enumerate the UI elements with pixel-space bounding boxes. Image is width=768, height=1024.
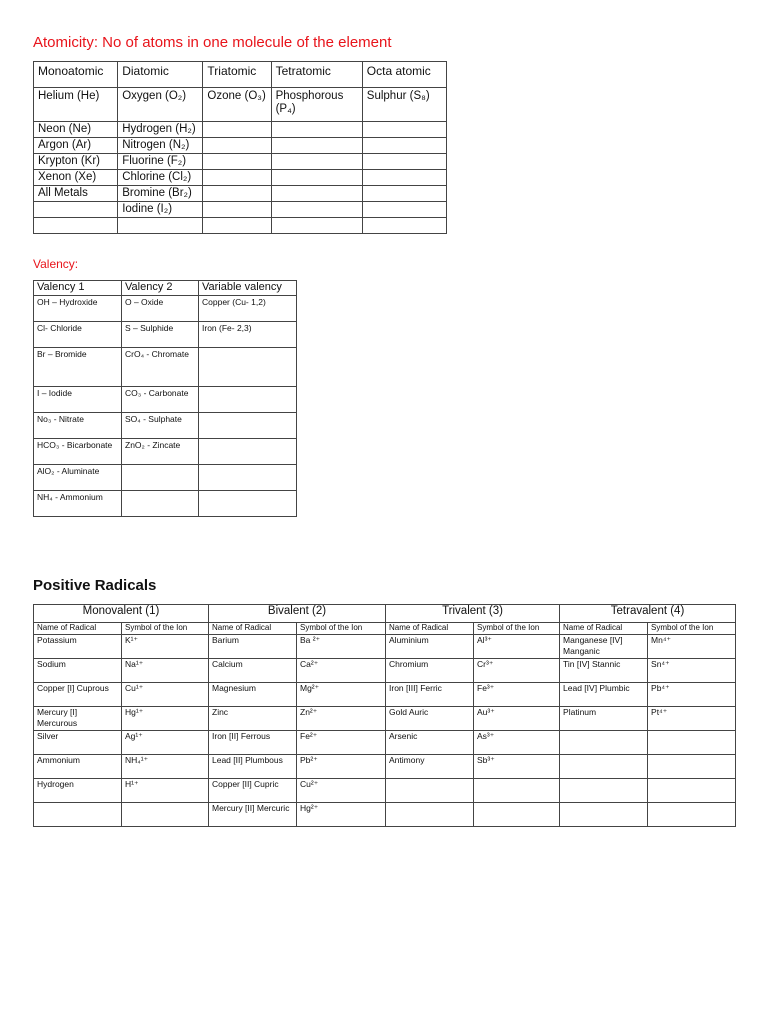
ion-symbol-cell: Cu¹⁺ <box>122 683 209 707</box>
radical-name-cell: Iron [III] Ferric <box>386 683 474 707</box>
table-cell <box>362 138 446 154</box>
group-tetravalent: Tetravalent (4) <box>560 605 736 623</box>
valency-title: Valency: <box>33 257 79 271</box>
subheader-name: Name of Radical <box>34 623 122 635</box>
table-cell: AlO₂ - Aluminate <box>34 465 122 491</box>
radical-name-cell: Lead [II] Plumbous <box>209 755 297 779</box>
ion-symbol-cell: Pb⁴⁺ <box>648 683 736 707</box>
table-cell <box>203 186 271 202</box>
table-cell <box>118 218 203 234</box>
table-row <box>34 138 447 154</box>
table-cell: CrO₄ - Chromate <box>122 348 199 387</box>
table-row <box>34 322 297 348</box>
table-cell <box>203 218 271 234</box>
table-cell: I – Iodide <box>34 387 122 413</box>
table-cell: Helium (He) <box>34 88 118 122</box>
radical-name-cell: Calcium <box>209 659 297 683</box>
table-cell: Phosphorous (P₄) <box>271 88 362 122</box>
valency-table <box>33 280 297 517</box>
ion-symbol-cell: NH₄¹⁺ <box>122 755 209 779</box>
ion-symbol-cell <box>648 731 736 755</box>
table-cell: SO₄ - Sulphate <box>122 413 199 439</box>
atomicity-header-row <box>34 62 447 88</box>
subheader-symbol: Symbol of the Ion <box>474 623 560 635</box>
table-cell: S – Sulphide <box>122 322 199 348</box>
table-cell <box>199 348 297 387</box>
table-cell <box>271 170 362 186</box>
subheader-symbol: Symbol of the Ion <box>297 623 386 635</box>
header-variable-valency: Variable valency <box>199 281 297 296</box>
radical-name-cell: Gold Auric <box>386 707 474 731</box>
table-cell: NH₄ - Ammonium <box>34 491 122 517</box>
table-cell: Oxygen (O₂) <box>118 88 203 122</box>
ion-symbol-cell: Au³⁺ <box>474 707 560 731</box>
table-row <box>34 755 736 779</box>
ion-symbol-cell: Sn⁴⁺ <box>648 659 736 683</box>
table-cell <box>203 170 271 186</box>
table-cell: Iodine (I₂) <box>118 202 203 218</box>
header-tetratomic: Tetratomic <box>271 62 362 88</box>
table-cell: Hydrogen (H₂) <box>118 122 203 138</box>
ion-symbol-cell: Hg²⁺ <box>297 803 386 827</box>
header-diatomic: Diatomic <box>118 62 203 88</box>
header-octa-atomic: Octa atomic <box>362 62 446 88</box>
table-row <box>34 635 736 659</box>
table-cell <box>271 122 362 138</box>
ion-symbol-cell: Al³⁺ <box>474 635 560 659</box>
radical-name-cell: Tin [IV] Stannic <box>560 659 648 683</box>
ion-symbol-cell: Mg²⁺ <box>297 683 386 707</box>
table-cell <box>362 154 446 170</box>
radical-name-cell: Lead [IV] Plumbic <box>560 683 648 707</box>
ion-symbol-cell: Cr³⁺ <box>474 659 560 683</box>
radical-name-cell: Hydrogen <box>34 779 122 803</box>
table-row <box>34 348 297 387</box>
radical-name-cell: Silver <box>34 731 122 755</box>
radical-name-cell: Potassium <box>34 635 122 659</box>
ion-symbol-cell: Cu²⁺ <box>297 779 386 803</box>
radical-name-cell: Manganese [IV] Manganic <box>560 635 648 659</box>
table-row <box>34 413 297 439</box>
table-cell <box>122 465 199 491</box>
table-cell <box>362 186 446 202</box>
table-row <box>34 779 736 803</box>
ion-symbol-cell <box>474 779 560 803</box>
header-valency-2: Valency 2 <box>122 281 199 296</box>
header-triatomic: Triatomic <box>203 62 271 88</box>
table-cell <box>203 122 271 138</box>
atomicity-table <box>33 61 447 234</box>
table-cell: HCO₃ - Bicarbonate <box>34 439 122 465</box>
ion-symbol-cell: Sb³⁺ <box>474 755 560 779</box>
ion-symbol-cell: As³⁺ <box>474 731 560 755</box>
table-cell: No₃ - Nitrate <box>34 413 122 439</box>
table-row <box>34 387 297 413</box>
table-row <box>34 803 736 827</box>
radical-name-cell <box>560 731 648 755</box>
table-row <box>34 465 297 491</box>
table-cell <box>271 138 362 154</box>
ion-symbol-cell: K¹⁺ <box>122 635 209 659</box>
radical-name-cell: Arsenic <box>386 731 474 755</box>
subheader-symbol: Symbol of the Ion <box>648 623 736 635</box>
ion-symbol-cell: Pt⁴⁺ <box>648 707 736 731</box>
radical-name-cell <box>386 779 474 803</box>
radical-name-cell <box>560 755 648 779</box>
positive-radicals-title: Positive Radicals <box>33 577 157 594</box>
table-cell <box>203 138 271 154</box>
table-cell: Fluorine (F₂) <box>118 154 203 170</box>
table-row <box>34 88 447 122</box>
table-row <box>34 154 447 170</box>
subheader-name: Name of Radical <box>386 623 474 635</box>
radical-name-cell: Barium <box>209 635 297 659</box>
ion-symbol-cell <box>122 803 209 827</box>
radical-name-cell: Chromium <box>386 659 474 683</box>
valency-header-row <box>34 281 297 296</box>
table-cell <box>271 186 362 202</box>
subheader-name: Name of Radical <box>560 623 648 635</box>
header-valency-1: Valency 1 <box>34 281 122 296</box>
table-row <box>34 439 297 465</box>
radical-name-cell: Copper [I] Cuprous <box>34 683 122 707</box>
ion-symbol-cell: H¹⁺ <box>122 779 209 803</box>
radical-name-cell: Platinum <box>560 707 648 731</box>
table-cell <box>122 491 199 517</box>
table-cell <box>362 122 446 138</box>
ion-symbol-cell <box>474 803 560 827</box>
table-cell: Copper (Cu- 1,2) <box>199 296 297 322</box>
table-cell: O – Oxide <box>122 296 199 322</box>
table-cell: Br – Bromide <box>34 348 122 387</box>
radical-name-cell: Ammonium <box>34 755 122 779</box>
table-cell <box>362 202 446 218</box>
table-cell: Ozone (O₃) <box>203 88 271 122</box>
table-cell: All Metals <box>34 186 118 202</box>
table-row <box>34 296 297 322</box>
ion-symbol-cell <box>648 755 736 779</box>
table-row <box>34 731 736 755</box>
table-cell <box>271 218 362 234</box>
ion-symbol-cell: Na¹⁺ <box>122 659 209 683</box>
table-cell: Chlorine (Cl₂) <box>118 170 203 186</box>
ion-symbol-cell: Ag¹⁺ <box>122 731 209 755</box>
table-row <box>34 659 736 683</box>
radical-name-cell <box>560 779 648 803</box>
radical-subheader-row <box>34 623 736 635</box>
subheader-name: Name of Radical <box>209 623 297 635</box>
ion-symbol-cell: Ba ²⁺ <box>297 635 386 659</box>
ion-symbol-cell: Mn⁴⁺ <box>648 635 736 659</box>
table-cell <box>199 387 297 413</box>
table-cell: Xenon (Xe) <box>34 170 118 186</box>
table-cell <box>271 202 362 218</box>
group-monovalent: Monovalent (1) <box>34 605 209 623</box>
group-bivalent: Bivalent (2) <box>209 605 386 623</box>
table-cell <box>34 202 118 218</box>
table-cell: Cl- Chloride <box>34 322 122 348</box>
radical-name-cell: Magnesium <box>209 683 297 707</box>
radical-name-cell: Mercury [I] Mercurous <box>34 707 122 731</box>
table-cell <box>34 218 118 234</box>
radical-name-cell: Copper [II] Cupric <box>209 779 297 803</box>
table-cell <box>203 154 271 170</box>
table-cell <box>199 465 297 491</box>
table-cell: Nitrogen (N₂) <box>118 138 203 154</box>
table-cell: Krypton (Kr) <box>34 154 118 170</box>
atomicity-title: Atomicity: No of atoms in one molecule of the element <box>33 34 392 51</box>
table-cell: Iron (Fe- 2,3) <box>199 322 297 348</box>
radical-name-cell: Antimony <box>386 755 474 779</box>
table-cell: CO₃ - Carbonate <box>122 387 199 413</box>
table-cell <box>271 154 362 170</box>
table-cell: Bromine (Br₂) <box>118 186 203 202</box>
table-cell <box>362 218 446 234</box>
table-row <box>34 683 736 707</box>
radical-name-cell: Iron [II] Ferrous <box>209 731 297 755</box>
table-row <box>34 186 447 202</box>
table-cell: ZnO₂ - Zincate <box>122 439 199 465</box>
radical-group-row <box>34 605 736 623</box>
table-cell <box>203 202 271 218</box>
table-row <box>34 218 447 234</box>
table-row <box>34 491 297 517</box>
table-cell: Neon (Ne) <box>34 122 118 138</box>
group-trivalent: Trivalent (3) <box>386 605 560 623</box>
header-monoatomic: Monoatomic <box>34 62 118 88</box>
ion-symbol-cell: Ca²⁺ <box>297 659 386 683</box>
ion-symbol-cell: Zn²⁺ <box>297 707 386 731</box>
ion-symbol-cell: Fe³⁺ <box>474 683 560 707</box>
table-row <box>34 170 447 186</box>
ion-symbol-cell: Pb²⁺ <box>297 755 386 779</box>
radical-name-cell: Zinc <box>209 707 297 731</box>
ion-symbol-cell <box>648 779 736 803</box>
ion-symbol-cell: Fe²⁺ <box>297 731 386 755</box>
table-cell: Argon (Ar) <box>34 138 118 154</box>
radical-name-cell: Aluminium <box>386 635 474 659</box>
radical-name-cell: Mercury [II] Mercuric <box>209 803 297 827</box>
table-cell <box>199 413 297 439</box>
table-cell: OH – Hydroxide <box>34 296 122 322</box>
table-cell <box>362 170 446 186</box>
ion-symbol-cell <box>648 803 736 827</box>
radical-name-cell <box>34 803 122 827</box>
ion-symbol-cell: Hg¹⁺ <box>122 707 209 731</box>
subheader-symbol: Symbol of the Ion <box>122 623 209 635</box>
radical-name-cell <box>386 803 474 827</box>
table-row <box>34 707 736 731</box>
table-row <box>34 202 447 218</box>
table-row <box>34 122 447 138</box>
table-cell <box>199 439 297 465</box>
table-cell <box>199 491 297 517</box>
radical-name-cell: Sodium <box>34 659 122 683</box>
radical-name-cell <box>560 803 648 827</box>
table-cell: Sulphur (S₈) <box>362 88 446 122</box>
positive-radicals-table <box>33 604 736 827</box>
